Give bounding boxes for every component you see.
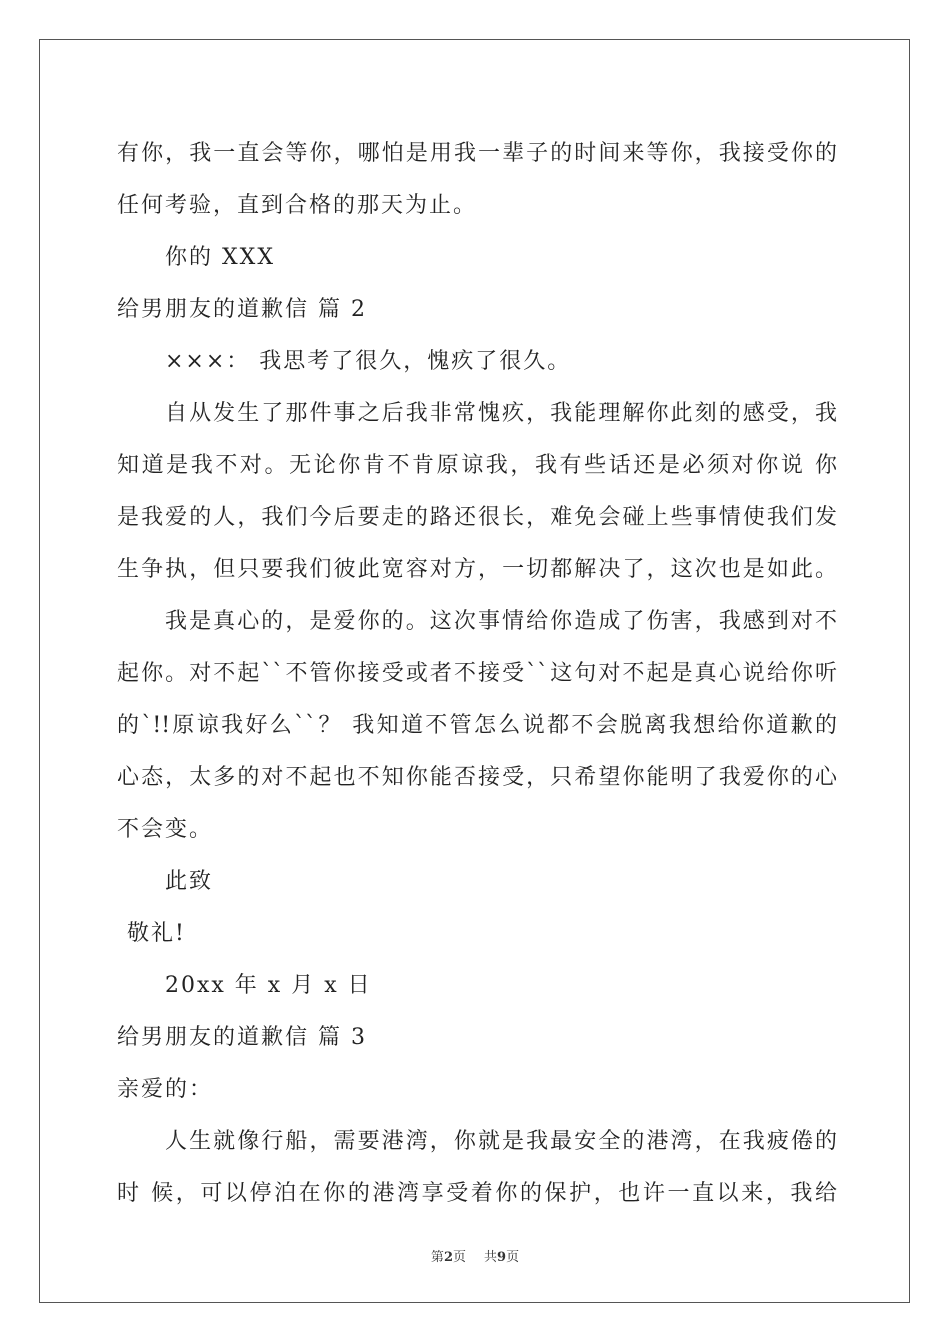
paragraph-line: 自从发生了那件事之后我非常愧疚，我能理解你此刻的感受，我 (165, 401, 837, 426)
page-footer (0, 1246, 950, 1265)
page-suffix: 页 (452, 1250, 466, 1265)
paragraph-line: 是我爱的人，我们今后要走的路还很长，难免会碰上些事情使我们发 (117, 505, 837, 530)
paragraph-line: 知道是我不对。无论你肯不肯原谅我，我有些话还是必须对你说 你 (117, 453, 837, 478)
paragraph-line: 人生就像行船，需要港湾，你就是我最安全的港湾，在我疲倦的 (165, 1129, 837, 1154)
closing-line: 此致 (165, 869, 214, 894)
paragraph-line: 的`!!原谅我好么``？ 我知道不管怎么说都不会脱离我想给你道歉的 (117, 713, 837, 738)
closing-line: 敬礼! (127, 921, 186, 946)
salutation-line: 亲爱的： (117, 1077, 214, 1102)
paragraph-line: 生争执，但只要我们彼此宽容对方，一切都解决了，这次也是如此。 (117, 557, 837, 582)
salutation-line: ×××： 我思考了很久，愧疚了很久。 (165, 349, 572, 374)
page-prefix: 第 (430, 1250, 444, 1265)
page-current: 2 (443, 1250, 453, 1265)
paragraph-line: 起你。对不起``不管你接受或者不接受``这句对不起是真心说给你听 (117, 661, 837, 686)
paragraph-line: 心态，太多的对不起也不知你能否接受，只希望你能明了我爱你的心 (117, 765, 837, 790)
total-prefix: 共 (484, 1250, 498, 1265)
section-heading: 给男朋友的道歉信 篇 3 (117, 1025, 367, 1050)
document-body (117, 128, 837, 1220)
paragraph-line: 我是真心的，是爱你的。这次事情给你造成了伤害，我感到对不 (165, 609, 837, 634)
paragraph-line: 任何考验，直到合格的那天为止。 (117, 193, 478, 218)
paragraph-line: 时 候，可以停泊在你的港湾享受着你的保护，也许一直以来，我给 (117, 1181, 837, 1206)
date-line: 20xx 年 x 月 x 日 (165, 973, 372, 998)
total-suffix: 页 (506, 1250, 520, 1265)
paragraph-line: 有你，我一直会等你，哪怕是用我一辈子的时间来等你，我接受你的 (117, 141, 837, 166)
signature-line: 你的 XXX (165, 245, 275, 270)
paragraph-line: 不会变。 (117, 817, 214, 842)
page-total: 9 (497, 1250, 507, 1265)
section-heading: 给男朋友的道歉信 篇 2 (117, 297, 367, 322)
